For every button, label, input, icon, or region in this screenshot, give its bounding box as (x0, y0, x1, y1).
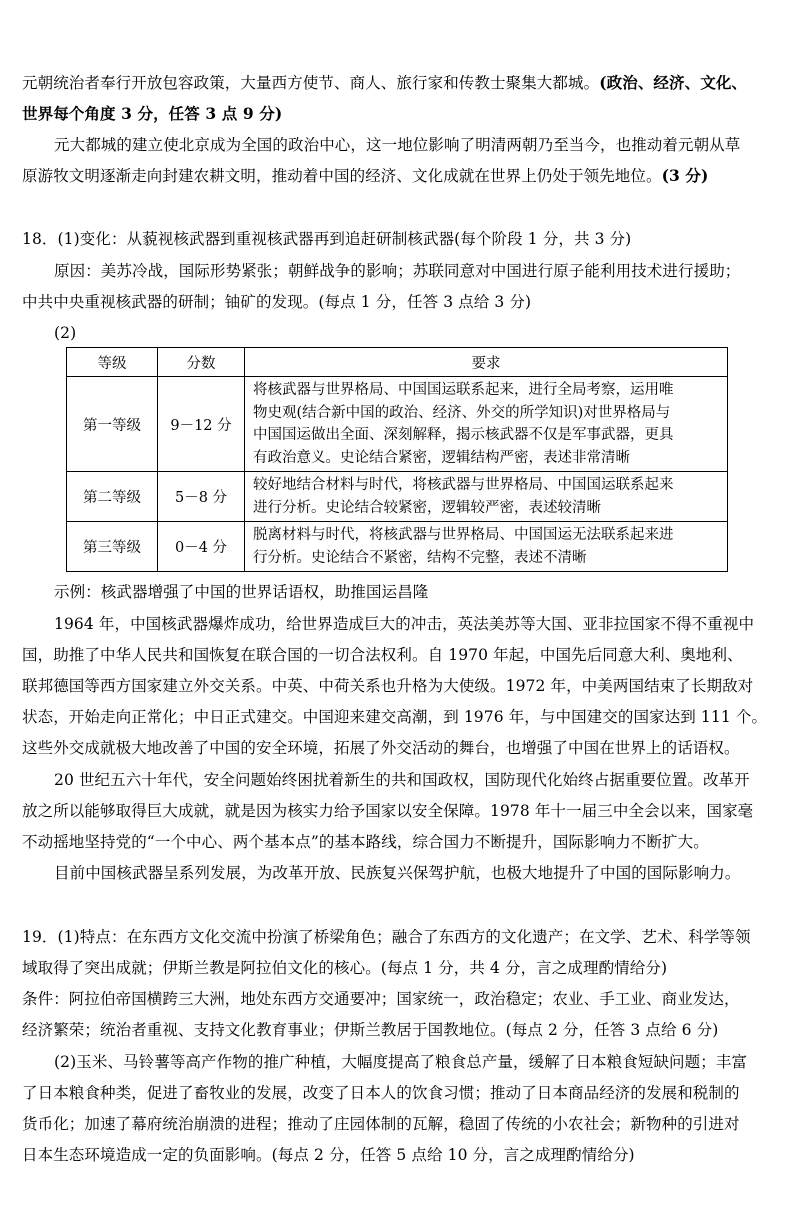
requirement-line: 中国国运做出全面、深刻解释，揭示核武器不仅是军事武器，更具 (253, 427, 674, 443)
q18-p1-line: 状态，开始走向正常化；中日正式建交。中国迎来建交高潮，到 1976 年，与中国建交的国家达到 111 个。 (22, 708, 768, 726)
grade-cell: 第三等级 (67, 522, 158, 572)
q18-line-3: 中共中央重视核武器的研制；铀矿的发现。(每点 1 分，任答 3 点给 3 分) (22, 293, 532, 311)
header-score: 分数 (158, 348, 245, 377)
q18-p3: 目前中国核武器呈系列发展，为改革开放、民族复兴保驾护航，也极大地提升了中国的国际影响力。 (54, 864, 741, 882)
requirement-line: 较好地结合材料与时代，将核武器与世界格局、中国国运联系起来 (253, 477, 674, 493)
grade-cell: 第一等级 (67, 377, 158, 472)
q19-p2-line: 了日本粮食种类，促进了畜牧业的发展，改变了日本人的饮食习惯；推动了日本商品经济的发展和税制的 (22, 1084, 740, 1102)
intro-score-4: (3 分) (661, 166, 709, 185)
q18-p1-line: 这些外交成就极大地改善了中国的安全环境，拓展了外交活动的舞台，也增强了中国在世界上的话语权。 (22, 739, 740, 757)
q18-p2-line: 放之所以能够取得巨大成就，就是因为核实力给予国家以安全保障。1978 年十一届三中全会以来，国家毫 (22, 802, 754, 820)
q18-p1-line: 联邦德国等西方国家建立外交关系。中英、中荷关系也升格为大使级。1972 年，中美两国结束了长期敌对 (22, 677, 754, 695)
q18-example: 示例：核武器增强了中国的世界话语权，助推国运昌隆 (54, 583, 429, 601)
header-grade: 等级 (67, 348, 158, 377)
requirement-line: 将核武器与世界格局、中国国运联系起来，进行全局考察，运用唯 (253, 382, 674, 398)
table-row (67, 472, 728, 522)
q19-line: 19．(1)特点：在东西方文化交流中扮演了桥梁角色；融合了东西方的文化遗产；在文学、艺术、科学等领 (22, 928, 751, 946)
q18-part-2-label: (2) (54, 324, 77, 342)
requirement-cell (245, 377, 728, 472)
q18-line-1: 18．(1)变化：从藐视核武器到重视核武器再到追赶研制核武器(每个阶段 1 分，共 3 分) (22, 230, 632, 248)
requirement-line: 行分析。史论结合不紧密，结构不完整，表述不清晰 (253, 549, 587, 566)
intro-line-2 (22, 104, 282, 124)
q18-p1-line: 1964 年，中国核武器爆炸成功，给世界造成巨大的冲击，英法美苏等大国、亚非拉国家不得不重视中 (54, 615, 755, 633)
table-header-row (67, 348, 728, 377)
requirement-cell (245, 522, 728, 572)
q19-p2-line: (2)玉米、马铃薯等高产作物的推广种植，大幅度提高了粮食总产量，缓解了日本粮食短缺问题；丰富 (54, 1053, 748, 1071)
q19-line: 域取得了突出成就；伊斯兰教是阿拉伯文化的核心。(每点 1 分，共 4 分，言之成理酌情给分) (22, 959, 668, 977)
requirement-line: 进行分析。史论结合较紧密，逻辑较严密，表述较清晰 (253, 499, 601, 516)
q18-p2-line: 20 世纪五六十年代，安全问题始终困扰着新生的共和国政权，国防现代化始终占据重要位置。改革开 (54, 771, 750, 789)
q18-p2-line: 不动摇地坚持党的“一个中心、两个基本点”的基本路线，综合国力不断提升，国际影响力不断扩大。 (22, 833, 709, 851)
table-row (67, 377, 728, 472)
q19-line: 条件：阿拉伯帝国横跨三大洲，地处东西方交通要冲；国家统一，政治稳定；农业、手工业、商业发达， (22, 990, 740, 1008)
q18-p1-line: 国，助推了中华人民共和国恢复在联合国的一切合法权利。自 1970 年起，中国先后同意大利、奥地利、 (22, 646, 743, 664)
header-requirement: 要求 (245, 348, 728, 377)
table-row (67, 522, 728, 572)
score-cell: 5－8 分 (158, 472, 245, 522)
intro-line-3: 元大都城的建立使北京成为全国的政治中心，这一地位影响了明清两朝乃至当今，也推动着元朝从草 (54, 136, 741, 154)
requirement-line: 物史观(结合新中国的政治、经济、外交的所学知识)对世界格局与 (253, 404, 671, 421)
intro-text-4: 原游牧文明逐渐走向封建农耕文明，推动着中国的经济、文化成就在世界上仍处于领先地位。 (22, 167, 662, 185)
q19-line: 经济繁荣；统治者重视、支持文化教育事业；伊斯兰教居于国教地位。(每点 2 分，任答 3 点给 6 分) (22, 1021, 719, 1039)
intro-score-1: (政治、经济、文化、 (599, 73, 748, 92)
requirement-line: 有政治意义。史论结合紧密，逻辑结构严密，表述非常清晰 (253, 449, 630, 466)
intro-line-1 (22, 73, 747, 93)
intro-line-4 (22, 166, 708, 186)
q19-p2-line: 货币化；加速了幕府统治崩溃的进程；推动了庄园体制的瓦解，稳固了传统的小农社会；新物种的引进对 (22, 1115, 740, 1133)
grading-table (66, 347, 728, 572)
score-cell: 0－4 分 (158, 522, 245, 572)
grade-cell: 第二等级 (67, 472, 158, 522)
score-cell: 9－12 分 (158, 377, 245, 472)
intro-score-2: 世界每个角度 3 分，任答 3 点 9 分) (22, 104, 283, 123)
requirement-line: 脱离材料与时代，将核武器与世界格局、中国国运无法联系起来进 (253, 527, 674, 543)
q18-line-2: 原因：美苏冷战，国际形势紧张；朝鲜战争的影响；苏联同意对中国进行原子能利用技术进行援助； (54, 262, 741, 280)
requirement-cell (245, 472, 728, 522)
q19-p2-line: 日本生态环境造成一定的负面影响。(每点 2 分，任答 5 点给 10 分，言之成理酌情给分) (22, 1146, 635, 1164)
intro-text-1: 元朝统治者奉行开放包容政策，大量西方使节、商人、旅行家和传教士聚集大都城。 (22, 74, 600, 92)
